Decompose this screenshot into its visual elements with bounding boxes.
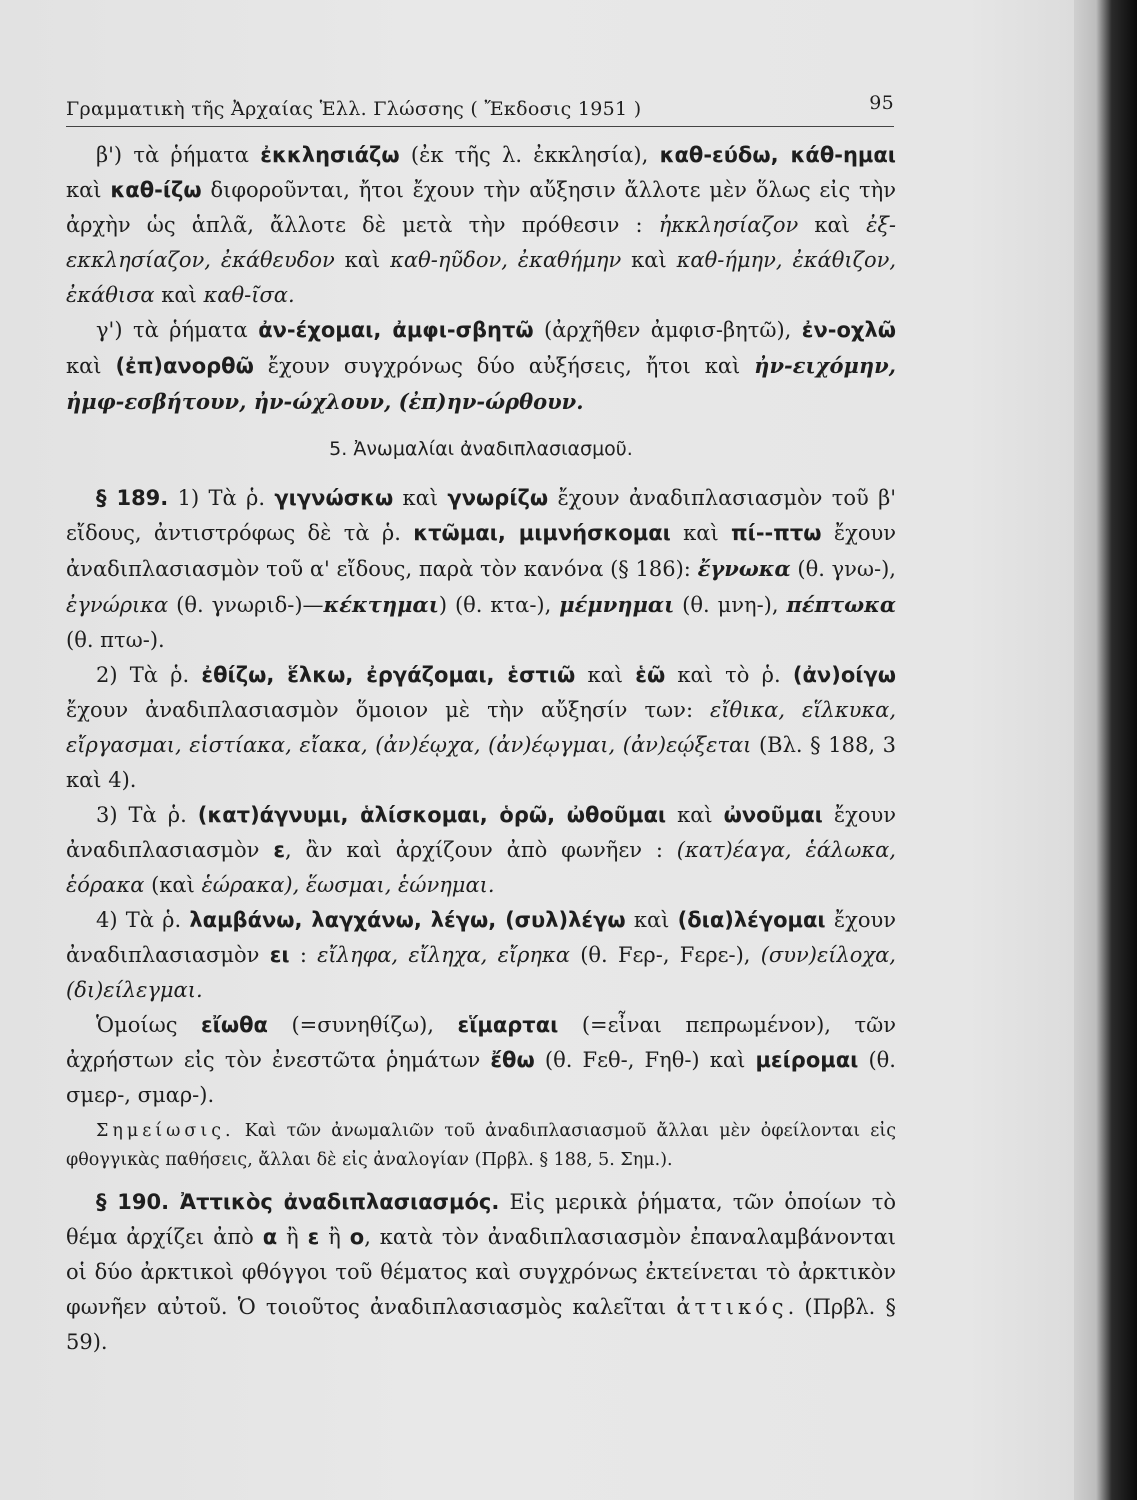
text-run: 4) Τὰ ῥ.	[96, 908, 190, 932]
text-run: (Βλ. § 188, 3 καὶ 4).	[66, 733, 896, 792]
bold-term: κτῶμαι, μιμνήσκομαι	[413, 521, 671, 545]
bold-term: λαμβάνω, λαγχάνω, λέγω, (συλ)λέγω	[189, 908, 626, 932]
bold-term: ε	[273, 838, 286, 862]
italic-term: (κατ)έαγα, ἑάλωκα, ἑόρακα	[66, 838, 896, 897]
text-run: ἔχουν συγχρόνως δύο αὐξήσεις, ἤτοι καὶ	[253, 354, 755, 378]
italic-term: ἠν-ειχόμην, ἠμφ-εσβήτουν, ἠν-ώχλουν, (ἐπ)ην-ώρθουν.	[66, 353, 896, 414]
section-number: § 189.	[96, 486, 169, 510]
text-run: ἔχουν ἀναδιπλασιασμὸν τοῦ β' εἴδους, ἀντιστρόφως δὲ τὰ ῥ.	[66, 486, 897, 545]
italic-term: καθ-ῖσα.	[203, 283, 295, 307]
text-run: καὶ	[66, 178, 111, 202]
text-run: 3) Τὰ ῥ.	[96, 803, 198, 827]
bold-term: ε	[307, 1225, 320, 1249]
text-run: Εἰς μερικὰ ῥήματα, τῶν ὁποίων τὸ θέμα ἀρχίζει ἀπὸ	[66, 1190, 896, 1249]
bold-term: ἐκκλησιάζω	[260, 143, 400, 167]
bold-term: ει	[269, 943, 290, 967]
bold-term: (ἀν)οίγω	[792, 663, 896, 687]
text-run: (ἀρχῆθεν ἀμφισ-βητῶ),	[533, 318, 802, 342]
text-run: , κατὰ τὸν ἀναδιπλασιασμὸν ἐπαναλαμβάνονται οἱ δύο ἀρκτικοὶ φθόγγοι τοῦ θέματος καὶ συγχρόνως ἐκτείνεται τὸ ἀρκτικὸν φωνῆεν αὐτοῦ. Ὁ τοιοῦτος ἀναδιπλασιασμὸς καλεῖται	[66, 1225, 896, 1319]
italic-term: (συν)είλοχα, (δι)είλεγμαι.	[66, 943, 896, 1002]
bold-term: μείρομαι	[755, 1048, 859, 1072]
running-title: Γραμματικὴ τῆς Ἀρχαίας Ἑλλ. Γλώσσης ( Ἔκδοσις 1951 )	[66, 98, 642, 120]
text-run: καὶ	[798, 213, 867, 237]
bold-term: πί--πτω	[731, 521, 822, 545]
text-run: καὶ	[66, 354, 116, 378]
italic-term: καθ-ηῦδον, ἐκαθήμην	[390, 248, 622, 272]
text-run: ἔχουν ἀναδιπλασιασμὸν τοῦ α' εἴδους, παρὰ τὸν κανόνα (§ 186):	[66, 521, 897, 581]
text-run: . (Πρβλ. § 59).	[66, 1295, 896, 1354]
text-run: (=εἶναι πεπρωμένον), τῶν ἀχρήστων εἰς τὸν ἐνεστῶτα ῥημάτων	[66, 1013, 896, 1072]
text-run: (=συνηθίζω),	[267, 1013, 458, 1037]
text-run: διφοροῦνται, ἤτοι ἔχουν τὴν αὔξησιν ἄλλοτε μὲν ὅλως εἰς τὴν ἀρχὴν ὡς ἁπλᾶ, ἄλλοτε δὲ μετὰ τὴν πρόθεσιν :	[66, 178, 897, 237]
text-run: (θ. μνη-),	[674, 593, 787, 617]
bold-term: καθ-ίζω	[110, 178, 202, 202]
text-run: , ἂν καὶ ἀρχίζουν ἀπὸ φωνῆεν :	[285, 838, 677, 862]
text-run: καὶ	[670, 521, 732, 545]
paragraph-189-5	[66, 1008, 896, 1113]
italic-term: ἐξ-εκκλησίαζον, ἐκάθευδον	[66, 213, 896, 272]
bold-term: α	[262, 1225, 278, 1249]
text-run: καὶ	[154, 283, 204, 307]
text-run: (θ. Fεθ-, Fηθ-) καὶ	[534, 1048, 756, 1072]
bold-term: (δια)λέγομαι	[677, 908, 826, 932]
bold-term: ἑῶ	[635, 663, 666, 687]
text-run: καὶ	[575, 663, 636, 687]
section-heading: 5. Ἀνωμαλίαι ἀναδιπλασιασμοῦ.	[329, 438, 633, 460]
text-run: (καὶ	[144, 873, 202, 897]
page-number: 95	[869, 92, 894, 114]
bold-term: εἴωθα	[200, 1013, 268, 1037]
italic-term: ἔγνωκα	[697, 556, 791, 581]
text-run: (θ. γνωριδ-)—	[168, 593, 324, 617]
bold-term: εἵμαρται	[457, 1013, 559, 1037]
note-text: Καὶ τῶν ἀνωμαλιῶν τοῦ ἀναδιπλασιασμοῦ ἄλλαι μὲν ὀφείλονται εἰς φθογγικὰς παθήσεις, ἄλλαι δὲ εἰς ἀναλογίαν (Πρβλ. § 188, 5. Σημ.).	[66, 1121, 896, 1170]
italic-term: ἐγνώρικα	[66, 593, 169, 617]
text-run: ἢ	[319, 1225, 350, 1249]
spaced-term: ἀττικός	[676, 1295, 788, 1319]
bold-term: καθ-εύδω, κάθ-ημαι	[659, 143, 896, 167]
text-run: Ὁμοίως	[96, 1013, 201, 1037]
bold-term: γιγνώσκω	[274, 486, 394, 510]
italic-term: εἴθικα, εἵλκυκα, εἴργασμαι, εἱστίακα, εἴακα, (ἀν)έῳχα, (ἀν)έῳγμαι, (ἀν)εῴξεται	[66, 698, 896, 757]
italic-term: πέπτωκα	[786, 592, 896, 617]
text-run: καὶ τὸ ῥ.	[665, 663, 793, 687]
text-run: 2) Τὰ ῥ.	[96, 663, 202, 687]
text-run: γ') τὰ ῥήματα	[96, 318, 259, 342]
bold-term: ἀν-έχομαι, ἀμφι-σβητῶ	[258, 318, 534, 342]
paragraph-gamma	[66, 313, 896, 420]
note-189	[66, 1117, 896, 1175]
text-run: ἢ	[277, 1225, 308, 1249]
text-run: (θ. γνω-),	[790, 557, 896, 581]
text-run: ἔχουν ἀναδιπλασιασμὸν	[66, 803, 897, 862]
bold-term: (κατ)άγνυμι, ἁλίσκομαι, ὁρῶ, ὠθοῦμαι	[197, 803, 667, 827]
bold-term: ὠνοῦμαι	[723, 803, 823, 827]
text-run: :	[289, 943, 318, 967]
bold-term: ἐθίζω, ἕλκω, ἐργάζομαι, ἑστιῶ	[201, 663, 576, 687]
page-body	[66, 138, 896, 1360]
italic-term: καθ-ήμην, ἐκάθιζον, ἐκάθισα	[66, 248, 897, 307]
text-run: καὶ	[393, 486, 448, 510]
bold-term: ο	[349, 1225, 365, 1249]
italic-term: μέμνημαι	[559, 592, 675, 617]
text-run: (ἐκ τῆς λ. ἐκκλησία),	[399, 143, 660, 167]
text-run: (θ. σμερ-, σμαρ-).	[66, 1048, 896, 1107]
text-run: β') τὰ ῥήματα	[96, 143, 261, 167]
paragraph-beta	[66, 138, 896, 313]
section-number: § 190. Ἀττικὸς ἀναδιπλασιασμός.	[96, 1190, 500, 1214]
text-run: (θ. Fερ-, Fερε-),	[569, 943, 761, 967]
italic-term: κέκτημαι	[323, 592, 439, 617]
text-run: (θ. πτω-).	[66, 628, 165, 652]
text-run: καὶ	[625, 908, 678, 932]
running-header	[66, 92, 894, 127]
text-run: 1) Τὰ ῥ.	[168, 486, 275, 510]
page-edge-shadow	[1074, 0, 1137, 1500]
paragraph-189-2	[66, 658, 896, 798]
text-run: καὶ	[334, 248, 391, 272]
bold-term: ἔθω	[490, 1048, 535, 1072]
italic-term: ἠκκλησίαζον	[658, 213, 799, 237]
bold-term: (ἐπ)ανορθῶ	[115, 354, 254, 378]
paragraph-189-4	[66, 903, 896, 1008]
paragraph-190	[66, 1185, 896, 1360]
paragraph-189-1	[66, 481, 896, 658]
text-run: καὶ	[621, 248, 677, 272]
bold-term: γνωρίζω	[447, 486, 549, 510]
italic-term: εἴληφα, εἴληχα, εἴρηκα	[317, 943, 570, 967]
paragraph-189-3	[66, 798, 896, 903]
text-run: καὶ	[666, 803, 724, 827]
text-run: ἔχουν ἀναδιπλασιασμὸν ὅμοιον μὲ τὴν αὔξησίν των:	[66, 698, 711, 722]
bold-term: ἐν-οχλῶ	[801, 318, 896, 342]
note-label: Σημείωσις.	[96, 1121, 235, 1141]
text-run: ἔχουν ἀναδιπλασιασμὸν	[66, 908, 896, 967]
text-run: ) (θ. κτα-),	[438, 593, 560, 617]
italic-term: ἑώρακα), ἕωσμαι, ἑώνημαι.	[201, 873, 495, 897]
